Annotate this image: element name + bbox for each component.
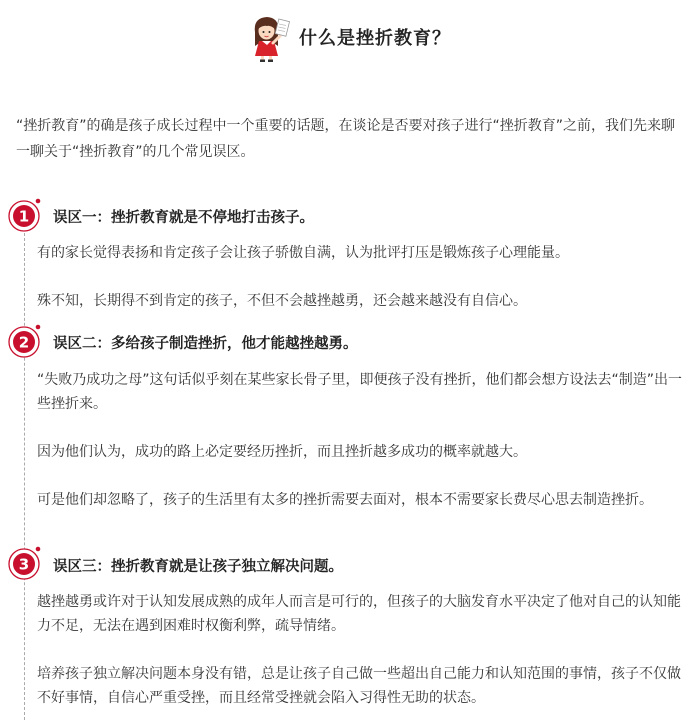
- section-1-title: 误区一：挫折教育就是不停地打击孩子。: [53, 210, 314, 226]
- section-2-paragraph-3: 可是他们却忽略了，孩子的生活里有太多的挫折需要去面对，根本不需要家长费尽心思去制造挫折。: [37, 492, 653, 508]
- section-2-badge-icon: [5, 322, 43, 360]
- section-1-paragraph-2: 殊不知，长期得不到肯定的孩子，不但不会越挫越勇，还会越来越没有自信心。: [37, 293, 527, 309]
- section-2-title: 误区二：多给孩子制造挫折，他才能越挫越勇。: [53, 336, 358, 352]
- section-3-paragraph-2: 培养孩子独立解决问题本身没有错，总是让孩子自己做一些超出自己能力和认知范围的事情，孩子不仅做不好事情，自信心严重受挫，而且经常受挫就会陷入习得性无助的状态。: [37, 666, 681, 706]
- timeline-dashed-line: [24, 228, 25, 720]
- girl-holding-paper-icon: [243, 12, 291, 62]
- section-1-paragraph-1: 有的家长觉得表扬和肯定孩子会让孩子骄傲自满，认为批评打压是锻炼孩子心理能量。: [37, 245, 569, 261]
- page-title: 什么是挫折教育？: [299, 28, 451, 49]
- section-3-title: 误区三：挫折教育就是让孩子独立解决问题。: [53, 559, 343, 575]
- section-3-paragraph-1: 越挫越勇或许对于认知发展成熟的成年人而言是可行的，但孩子的大脑发育水平决定了他对自己的认知能力不足，无法在遇到困难时权衡利弊，疏导情绪。: [37, 594, 681, 634]
- header: [0, 12, 697, 62]
- section-1-number: 1: [18, 207, 30, 226]
- section-3-number: 3: [18, 555, 30, 574]
- section-1-badge-icon: [5, 196, 43, 234]
- section-3-badge-icon: [5, 544, 43, 582]
- section-2-paragraph-1: “失败乃成功之母”这句话似乎刻在某些家长骨子里，即便孩子没有挫折，他们都会想方设法去“制造”出一些挫折来。: [37, 372, 683, 412]
- section-2-number: 2: [18, 333, 30, 352]
- intro-paragraph: “挫折教育”的确是孩子成长过程中一个重要的话题，在谈论是否要对孩子进行“挫折教育”之前，我们先来聊一聊关于“挫折教育”的几个常见误区。: [16, 118, 676, 160]
- section-2-paragraph-2: 因为他们认为，成功的路上必定要经历挫折，而且挫折越多成功的概率就越大。: [37, 444, 527, 460]
